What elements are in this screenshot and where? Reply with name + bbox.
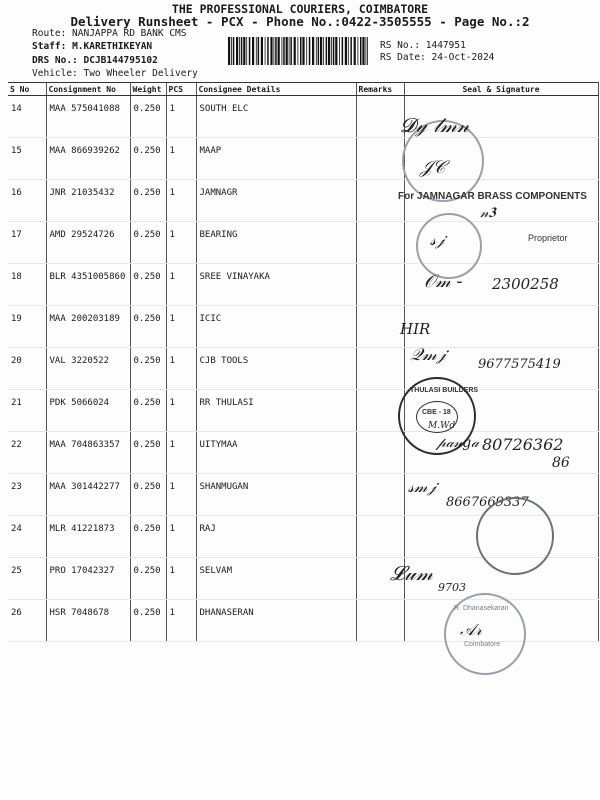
cell-consignee: BEARING: [196, 222, 356, 264]
barcode-bar: [302, 37, 304, 65]
rs-number: RS No.: 1447951: [380, 40, 466, 51]
barcode-bar: [360, 37, 362, 65]
cell-sno: 21: [8, 390, 46, 432]
barcode-bar: [342, 37, 344, 65]
barcode-bar: [309, 37, 311, 65]
barcode-bar: [239, 37, 240, 65]
signature-scribble: 𝒪𝓂 -: [424, 271, 463, 292]
barcode-bar: [294, 37, 296, 65]
signature-scribble: 𝓛𝓊𝓂: [390, 561, 433, 585]
barcode-bar: [298, 37, 299, 65]
barcode-bar: [241, 37, 243, 65]
handwritten-number: 8667669337: [446, 495, 529, 510]
cell-weight: 0.250: [130, 180, 166, 222]
cell-sno: 18: [8, 264, 46, 306]
barcode-bar: [354, 37, 356, 65]
cell-pcs: 1: [166, 516, 196, 558]
cell-weight: 0.250: [130, 222, 166, 264]
company-title: THE PROFESSIONAL COURIERS, COIMBATORE: [171, 2, 429, 16]
cell-consignee: CJB TOOLS: [196, 348, 356, 390]
cell-pcs: 1: [166, 180, 196, 222]
cell-sno: 26: [8, 600, 46, 642]
cell-pcs: 1: [166, 138, 196, 180]
barcode-bar: [231, 37, 232, 65]
cell-sno: 16: [8, 180, 46, 222]
cell-consignee: RAJ: [196, 516, 356, 558]
signature-area: [380, 95, 598, 655]
cell-weight: 0.250: [130, 432, 166, 474]
cell-pcs: 1: [166, 600, 196, 642]
signature-scribble: 𝓅𝒶𝓃𝑔𝒶: [436, 435, 479, 451]
runsheet-title: Delivery Runsheet - PCX - Phone No.:0422-3505555 - Page No.:2: [70, 14, 530, 29]
barcode-bar: [258, 37, 260, 65]
cell-consignee: SHANMUGAN: [196, 474, 356, 516]
proprietor-text: Proprietor: [528, 233, 568, 243]
signature-scribble: 𝒬𝓂𝒿: [410, 345, 446, 365]
barcode-bar: [270, 37, 272, 65]
barcode-bar: [275, 37, 277, 65]
barcode-bar: [328, 37, 330, 65]
barcode-bar: [289, 37, 290, 65]
cell-pcs: 1: [166, 390, 196, 432]
barcode-bar: [323, 37, 324, 65]
barcode-bar: [312, 37, 314, 65]
cell-sno: 22: [8, 432, 46, 474]
drs-label: DRS No.:: [32, 55, 78, 66]
cell-consignee: SREE VINAYAKA: [196, 264, 356, 306]
barcode-bar: [290, 37, 292, 65]
cell-consignment: MAA 704863357: [46, 432, 130, 474]
col-consignee: Consignee Details: [196, 83, 356, 96]
cell-weight: 0.250: [130, 558, 166, 600]
cell-sno: 19: [8, 306, 46, 348]
dhanasekaran-stamp: [444, 593, 526, 675]
cell-pcs: 1: [166, 264, 196, 306]
cell-weight: 0.250: [130, 600, 166, 642]
barcode-bar: [348, 37, 349, 65]
drs-number: DCJB144795102: [83, 55, 158, 66]
barcode-bar: [265, 37, 266, 65]
drs-line: [32, 55, 158, 66]
barcode-bar: [246, 37, 247, 65]
cell-sno: 17: [8, 222, 46, 264]
cell-consignment: JNR 21035432: [46, 180, 130, 222]
cell-consignment: MAA 575041088: [46, 96, 130, 138]
cell-pcs: 1: [166, 222, 196, 264]
staff-name: M.KARETHIKEYAN: [72, 41, 153, 52]
handwritten-number: 86: [552, 455, 570, 471]
barcode-bar: [367, 37, 368, 65]
thulasi-stamp-sign: M.Wd: [428, 421, 456, 431]
handwritten-number: 80726362: [482, 435, 564, 454]
cell-pcs: 1: [166, 474, 196, 516]
signature-scribble: 𝒜𝓇: [460, 620, 482, 639]
cell-sno: 14: [8, 96, 46, 138]
cell-pcs: 1: [166, 432, 196, 474]
barcode-bar: [358, 37, 359, 65]
col-weight: Weight: [130, 83, 166, 96]
cell-weight: 0.250: [130, 306, 166, 348]
barcode-bar: [300, 37, 302, 65]
cell-pcs: 1: [166, 558, 196, 600]
dhana-stamp-city: Coimbatore: [464, 641, 501, 648]
barcode-bar: [350, 37, 352, 65]
barcode-bar: [318, 37, 320, 65]
rs-date: RS Date: 24-Oct-2024: [380, 52, 495, 63]
barcode-bar: [252, 37, 254, 65]
cell-pcs: 1: [166, 348, 196, 390]
barcode-bar: [233, 37, 235, 65]
barcode-bar: [362, 37, 364, 65]
dhana-stamp-text: R. Dhanasekaran: [454, 605, 509, 612]
barcode-bar: [326, 37, 328, 65]
barcode-bar: [282, 37, 283, 65]
handwritten-initials: HIR: [400, 320, 431, 338]
thulasi-stamp-text: THULASI BUILDERS: [410, 387, 479, 394]
cell-consignee: JAMNAGR: [196, 180, 356, 222]
barcode-bar: [261, 37, 263, 65]
signature-scribble: 𝓈𝒿: [430, 230, 445, 249]
cell-weight: 0.250: [130, 96, 166, 138]
barcode-bar: [249, 37, 251, 65]
cell-sno: 15: [8, 138, 46, 180]
barcode-bar: [345, 37, 347, 65]
cell-consignment: AMD 29524726: [46, 222, 130, 264]
cell-consignment: HSR 7048678: [46, 600, 130, 642]
barcode-bar: [286, 37, 288, 65]
barcode-bar: [267, 37, 269, 65]
col-consignment: Consignment No: [46, 83, 130, 96]
cell-sno: 24: [8, 516, 46, 558]
signature-scribble: 𝓈𝓂𝒿: [408, 477, 437, 496]
cell-consignee: ICIC: [196, 306, 356, 348]
round-seal-stamp: [476, 497, 554, 575]
barcode-bar: [243, 37, 245, 65]
cell-sno: 25: [8, 558, 46, 600]
barcode-bar: [274, 37, 275, 65]
cell-consignee: RR THULASI: [196, 390, 356, 432]
barcode-bar: [228, 37, 230, 65]
signature-scribble: 𝒥𝒞: [420, 157, 446, 178]
vehicle-text: Vehicle: Two Wheeler Delivery: [32, 68, 198, 79]
cell-weight: 0.250: [130, 264, 166, 306]
thulasi-stamp-city: CBE - 18: [422, 409, 451, 416]
cell-consignment: BLR 4351005860: [46, 264, 130, 306]
barcode-bar: [366, 37, 367, 65]
cell-consignment: PRO 17042327: [46, 558, 130, 600]
barcode-bar: [236, 37, 238, 65]
handwritten-number: 2300258: [492, 275, 559, 293]
col-sno: S No: [8, 83, 46, 96]
route-text: Route: NANJAPPA RD BANK CMS: [32, 28, 187, 39]
barcode-bar: [320, 37, 322, 65]
jamnagar-stamp-text: For JAMNAGAR BRASS COMPONENTS: [398, 191, 587, 202]
handwritten-number: 9703: [438, 581, 466, 594]
barcode-bar: [333, 37, 335, 65]
barcode-bar: [256, 37, 257, 65]
cell-consignee: SOUTH ELC: [196, 96, 356, 138]
cell-weight: 0.250: [130, 348, 166, 390]
barcode: [228, 37, 368, 65]
cell-consignment: MAA 866939262: [46, 138, 130, 180]
staff-label: Staff:: [32, 41, 67, 52]
cell-weight: 0.250: [130, 138, 166, 180]
barcode-bar: [316, 37, 317, 65]
barcode-bar: [339, 37, 340, 65]
staff-line: [32, 41, 152, 52]
barcode-bar: [335, 37, 337, 65]
barcode-bar: [331, 37, 332, 65]
round-seal-stamp: [416, 213, 482, 279]
col-seal-signature: Seal & Signature: [404, 83, 598, 96]
cell-consignment: MAA 301442277: [46, 474, 130, 516]
cell-consignee: DHANASERAN: [196, 600, 356, 642]
cell-consignment: VAL 3220522: [46, 348, 130, 390]
cell-consignee: MAAP: [196, 138, 356, 180]
cell-sno: 20: [8, 348, 46, 390]
cell-pcs: 1: [166, 96, 196, 138]
cell-weight: 0.250: [130, 516, 166, 558]
signature-scribble: 𝓃𝟑: [480, 205, 496, 221]
cell-sno: 23: [8, 474, 46, 516]
handwritten-number: 9677575419: [478, 357, 561, 372]
table-header-row: [8, 83, 598, 96]
cell-weight: 0.250: [130, 474, 166, 516]
cell-consignee: SELVAM: [196, 558, 356, 600]
cell-consignment: MAA 200203189: [46, 306, 130, 348]
cell-weight: 0.250: [130, 390, 166, 432]
barcode-bar: [278, 37, 280, 65]
barcode-bar: [283, 37, 285, 65]
signature-scribble: 𝓓𝓎 𝓁𝓂𝓃: [400, 113, 470, 137]
barcode-bar: [306, 37, 307, 65]
cell-consignee: UITYMAA: [196, 432, 356, 474]
cell-consignment: PDK 5066024: [46, 390, 130, 432]
cell-pcs: 1: [166, 306, 196, 348]
cell-consignment: MLR 41221873: [46, 516, 130, 558]
col-pcs: PCS: [166, 83, 196, 96]
col-remarks: Remarks: [356, 83, 404, 96]
